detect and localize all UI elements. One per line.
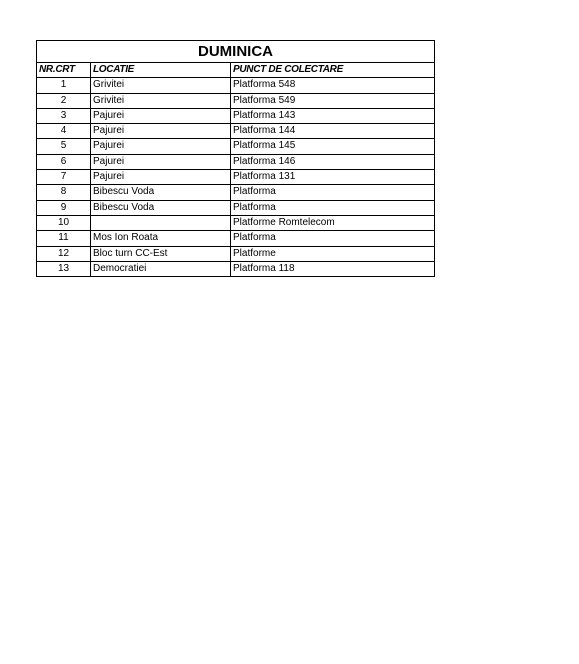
table-row <box>37 261 435 276</box>
cell-punct: Platforme Romtelecom <box>231 215 435 230</box>
cell-punct: Platforma 144 <box>231 124 435 139</box>
table-title: DUMINICA <box>37 41 435 63</box>
cell-locatie: Pajurei <box>91 108 231 123</box>
cell-nr: 12 <box>37 246 91 261</box>
cell-locatie: Pajurei <box>91 124 231 139</box>
table-row <box>37 215 435 230</box>
table-row <box>37 185 435 200</box>
header-punct-de-colectare: PUNCT DE COLECTARE <box>231 63 435 78</box>
cell-locatie: Pajurei <box>91 154 231 169</box>
table-row <box>37 200 435 215</box>
table-row <box>37 108 435 123</box>
cell-punct: Platforma <box>231 231 435 246</box>
table-row <box>37 78 435 93</box>
collection-schedule-table <box>36 40 435 277</box>
cell-nr: 7 <box>37 170 91 185</box>
table-row <box>37 139 435 154</box>
cell-locatie: Pajurei <box>91 170 231 185</box>
table-row <box>37 170 435 185</box>
cell-nr: 3 <box>37 108 91 123</box>
cell-punct: Platforma 143 <box>231 108 435 123</box>
table-row <box>37 246 435 261</box>
header-locatie: LOCATIE <box>91 63 231 78</box>
cell-nr: 4 <box>37 124 91 139</box>
cell-locatie <box>91 215 231 230</box>
cell-locatie: Grivitei <box>91 93 231 108</box>
cell-punct: Platforma 548 <box>231 78 435 93</box>
cell-nr: 5 <box>37 139 91 154</box>
cell-nr: 9 <box>37 200 91 215</box>
cell-nr: 10 <box>37 215 91 230</box>
cell-punct: Platforma <box>231 185 435 200</box>
cell-punct: Platforme <box>231 246 435 261</box>
table-row <box>37 231 435 246</box>
spreadsheet-area <box>36 40 434 277</box>
cell-nr: 13 <box>37 261 91 276</box>
cell-punct: Platforma <box>231 200 435 215</box>
table-row <box>37 93 435 108</box>
cell-nr: 11 <box>37 231 91 246</box>
table-row <box>37 154 435 169</box>
table-row <box>37 124 435 139</box>
cell-locatie: Mos Ion Roata <box>91 231 231 246</box>
cell-nr: 8 <box>37 185 91 200</box>
cell-punct: Platforma 118 <box>231 261 435 276</box>
cell-nr: 6 <box>37 154 91 169</box>
cell-locatie: Grivitei <box>91 78 231 93</box>
cell-punct: Platforma 146 <box>231 154 435 169</box>
cell-punct: Platforma 145 <box>231 139 435 154</box>
cell-locatie: Pajurei <box>91 139 231 154</box>
cell-locatie: Democratiei <box>91 261 231 276</box>
cell-locatie: Bibescu Voda <box>91 185 231 200</box>
cell-locatie: Bibescu Voda <box>91 200 231 215</box>
cell-nr: 1 <box>37 78 91 93</box>
cell-punct: Platforma 131 <box>231 170 435 185</box>
cell-punct: Platforma 549 <box>231 93 435 108</box>
title-row <box>37 41 435 63</box>
cell-locatie: Bloc turn CC-Est <box>91 246 231 261</box>
cell-nr: 2 <box>37 93 91 108</box>
header-nr-crt: NR.CRT <box>37 63 91 78</box>
header-row <box>37 63 435 78</box>
